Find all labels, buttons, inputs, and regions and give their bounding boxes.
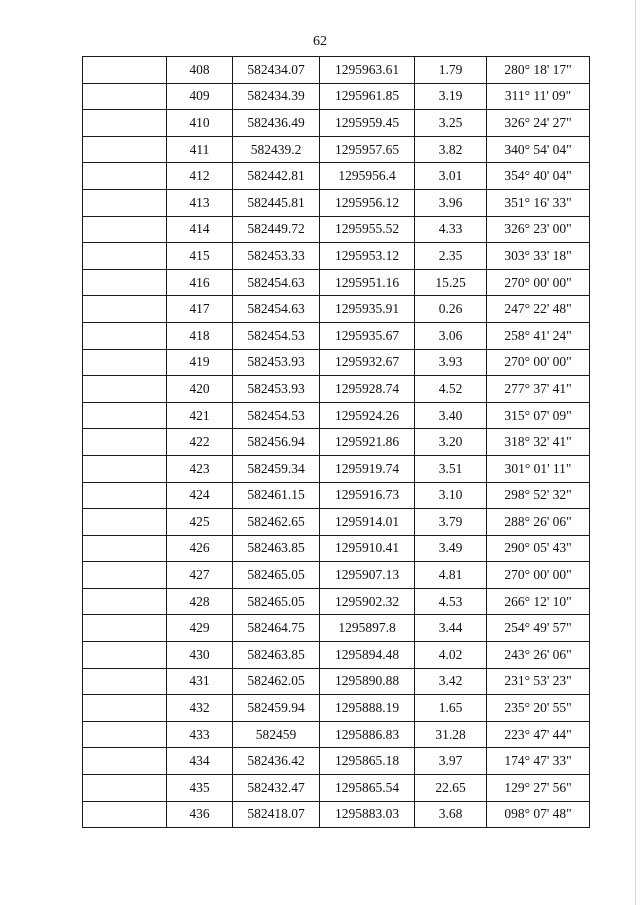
page-number: 62 [313, 34, 327, 49]
blank-cell [83, 721, 167, 748]
bearing-cell: 174° 47' 33" [487, 748, 590, 775]
point-number-cell: 433 [167, 721, 233, 748]
blank-cell [83, 482, 167, 509]
distance-cell: 4.81 [415, 562, 487, 589]
table-row [83, 296, 590, 323]
distance-cell: 4.53 [415, 588, 487, 615]
distance-cell: 3.96 [415, 189, 487, 216]
bearing-cell: 303° 33' 18" [487, 243, 590, 270]
bearing-cell: 326° 23' 00" [487, 216, 590, 243]
x-coordinate-cell: 582462.65 [233, 509, 320, 536]
blank-cell [83, 83, 167, 110]
coordinates-table-body [83, 57, 590, 828]
point-number-cell: 434 [167, 748, 233, 775]
y-coordinate-cell: 1295935.91 [320, 296, 415, 323]
point-number-cell: 430 [167, 642, 233, 669]
x-coordinate-cell: 582434.07 [233, 57, 320, 84]
blank-cell [83, 748, 167, 775]
y-coordinate-cell: 1295924.26 [320, 402, 415, 429]
bearing-cell: 266° 12' 10" [487, 588, 590, 615]
point-number-cell: 426 [167, 535, 233, 562]
bearing-cell: 290° 05' 43" [487, 535, 590, 562]
y-coordinate-cell: 1295886.83 [320, 721, 415, 748]
y-coordinate-cell: 1295910.41 [320, 535, 415, 562]
table-row [83, 482, 590, 509]
table-row [83, 83, 590, 110]
y-coordinate-cell: 1295916.73 [320, 482, 415, 509]
y-coordinate-cell: 1295907.13 [320, 562, 415, 589]
bearing-cell: 311° 11' 09" [487, 83, 590, 110]
bearing-cell: 301° 01' 11" [487, 455, 590, 482]
x-coordinate-cell: 582453.93 [233, 376, 320, 403]
point-number-cell: 425 [167, 509, 233, 536]
table-row [83, 455, 590, 482]
distance-cell: 2.35 [415, 243, 487, 270]
distance-cell: 3.25 [415, 110, 487, 137]
blank-cell [83, 642, 167, 669]
table-row [83, 588, 590, 615]
distance-cell: 3.51 [415, 455, 487, 482]
point-number-cell: 436 [167, 801, 233, 828]
x-coordinate-cell: 582453.93 [233, 349, 320, 376]
blank-cell [83, 801, 167, 828]
y-coordinate-cell: 1295957.65 [320, 136, 415, 163]
bearing-cell: 351° 16' 33" [487, 189, 590, 216]
x-coordinate-cell: 582436.42 [233, 748, 320, 775]
distance-cell: 3.49 [415, 535, 487, 562]
table-row [83, 376, 590, 403]
bearing-cell: 270° 00' 00" [487, 562, 590, 589]
x-coordinate-cell: 582454.53 [233, 322, 320, 349]
table-row [83, 243, 590, 270]
point-number-cell: 409 [167, 83, 233, 110]
x-coordinate-cell: 582436.49 [233, 110, 320, 137]
bearing-cell: 223° 47' 44" [487, 721, 590, 748]
x-coordinate-cell: 582463.85 [233, 535, 320, 562]
x-coordinate-cell: 582459 [233, 721, 320, 748]
y-coordinate-cell: 1295865.54 [320, 775, 415, 802]
point-number-cell: 412 [167, 163, 233, 190]
point-number-cell: 423 [167, 455, 233, 482]
table-row [83, 801, 590, 828]
point-number-cell: 414 [167, 216, 233, 243]
blank-cell [83, 376, 167, 403]
table-row [83, 429, 590, 456]
distance-cell: 4.52 [415, 376, 487, 403]
distance-cell: 0.26 [415, 296, 487, 323]
distance-cell: 3.10 [415, 482, 487, 509]
y-coordinate-cell: 1295902.32 [320, 588, 415, 615]
x-coordinate-cell: 582461.15 [233, 482, 320, 509]
y-coordinate-cell: 1295956.12 [320, 189, 415, 216]
y-coordinate-cell: 1295932.67 [320, 349, 415, 376]
coordinates-table [82, 56, 590, 828]
distance-cell: 3.01 [415, 163, 487, 190]
y-coordinate-cell: 1295928.74 [320, 376, 415, 403]
distance-cell: 3.42 [415, 668, 487, 695]
point-number-cell: 431 [167, 668, 233, 695]
bearing-cell: 288° 26' 06" [487, 509, 590, 536]
bearing-cell: 235° 20' 55" [487, 695, 590, 722]
point-number-cell: 424 [167, 482, 233, 509]
bearing-cell: 326° 24' 27" [487, 110, 590, 137]
bearing-cell: 098° 07' 48" [487, 801, 590, 828]
y-coordinate-cell: 1295890.88 [320, 668, 415, 695]
y-coordinate-cell: 1295951.16 [320, 269, 415, 296]
x-coordinate-cell: 582462.05 [233, 668, 320, 695]
x-coordinate-cell: 582465.05 [233, 588, 320, 615]
x-coordinate-cell: 582459.94 [233, 695, 320, 722]
y-coordinate-cell: 1295935.67 [320, 322, 415, 349]
table-row [83, 57, 590, 84]
y-coordinate-cell: 1295894.48 [320, 642, 415, 669]
blank-cell [83, 668, 167, 695]
distance-cell: 3.40 [415, 402, 487, 429]
point-number-cell: 410 [167, 110, 233, 137]
blank-cell [83, 296, 167, 323]
blank-cell [83, 562, 167, 589]
point-number-cell: 411 [167, 136, 233, 163]
table-row [83, 269, 590, 296]
point-number-cell: 416 [167, 269, 233, 296]
point-number-cell: 427 [167, 562, 233, 589]
x-coordinate-cell: 582434.39 [233, 83, 320, 110]
table-row [83, 136, 590, 163]
table-row [83, 535, 590, 562]
table-row [83, 748, 590, 775]
bearing-cell: 277° 37' 41" [487, 376, 590, 403]
point-number-cell: 435 [167, 775, 233, 802]
table-row [83, 189, 590, 216]
page-edge-line [635, 0, 636, 905]
x-coordinate-cell: 582465.05 [233, 562, 320, 589]
blank-cell [83, 695, 167, 722]
point-number-cell: 420 [167, 376, 233, 403]
blank-cell [83, 349, 167, 376]
x-coordinate-cell: 582449.72 [233, 216, 320, 243]
table-row [83, 509, 590, 536]
distance-cell: 4.02 [415, 642, 487, 669]
table-row [83, 562, 590, 589]
blank-cell [83, 216, 167, 243]
table-row [83, 349, 590, 376]
blank-cell [83, 322, 167, 349]
point-number-cell: 417 [167, 296, 233, 323]
table-row [83, 216, 590, 243]
blank-cell [83, 402, 167, 429]
bearing-cell: 247° 22' 48" [487, 296, 590, 323]
y-coordinate-cell: 1295888.19 [320, 695, 415, 722]
x-coordinate-cell: 582454.53 [233, 402, 320, 429]
point-number-cell: 413 [167, 189, 233, 216]
point-number-cell: 415 [167, 243, 233, 270]
point-number-cell: 422 [167, 429, 233, 456]
distance-cell: 3.06 [415, 322, 487, 349]
bearing-cell: 270° 00' 00" [487, 269, 590, 296]
table-row [83, 615, 590, 642]
y-coordinate-cell: 1295959.45 [320, 110, 415, 137]
table-row [83, 775, 590, 802]
distance-cell: 3.97 [415, 748, 487, 775]
bearing-cell: 254° 49' 57" [487, 615, 590, 642]
distance-cell: 3.68 [415, 801, 487, 828]
blank-cell [83, 429, 167, 456]
distance-cell: 15.25 [415, 269, 487, 296]
table-row [83, 721, 590, 748]
bearing-cell: 129° 27' 56" [487, 775, 590, 802]
bearing-cell: 315° 07' 09" [487, 402, 590, 429]
point-number-cell: 419 [167, 349, 233, 376]
y-coordinate-cell: 1295956.4 [320, 163, 415, 190]
blank-cell [83, 243, 167, 270]
blank-cell [83, 269, 167, 296]
blank-cell [83, 615, 167, 642]
table-row [83, 163, 590, 190]
bearing-cell: 298° 52' 32" [487, 482, 590, 509]
x-coordinate-cell: 582463.85 [233, 642, 320, 669]
blank-cell [83, 163, 167, 190]
x-coordinate-cell: 582445.81 [233, 189, 320, 216]
blank-cell [83, 775, 167, 802]
distance-cell: 1.65 [415, 695, 487, 722]
blank-cell [83, 455, 167, 482]
x-coordinate-cell: 582453.33 [233, 243, 320, 270]
x-coordinate-cell: 582418.07 [233, 801, 320, 828]
blank-cell [83, 509, 167, 536]
x-coordinate-cell: 582442.81 [233, 163, 320, 190]
y-coordinate-cell: 1295961.85 [320, 83, 415, 110]
x-coordinate-cell: 582454.63 [233, 296, 320, 323]
x-coordinate-cell: 582464.75 [233, 615, 320, 642]
blank-cell [83, 535, 167, 562]
point-number-cell: 428 [167, 588, 233, 615]
y-coordinate-cell: 1295897.8 [320, 615, 415, 642]
table-row [83, 695, 590, 722]
y-coordinate-cell: 1295963.61 [320, 57, 415, 84]
y-coordinate-cell: 1295914.01 [320, 509, 415, 536]
distance-cell: 3.82 [415, 136, 487, 163]
distance-cell: 22.65 [415, 775, 487, 802]
bearing-cell: 354° 40' 04" [487, 163, 590, 190]
y-coordinate-cell: 1295865.18 [320, 748, 415, 775]
distance-cell: 3.20 [415, 429, 487, 456]
blank-cell [83, 189, 167, 216]
y-coordinate-cell: 1295953.12 [320, 243, 415, 270]
y-coordinate-cell: 1295955.52 [320, 216, 415, 243]
x-coordinate-cell: 582459.34 [233, 455, 320, 482]
distance-cell: 4.33 [415, 216, 487, 243]
blank-cell [83, 57, 167, 84]
blank-cell [83, 110, 167, 137]
bearing-cell: 318° 32' 41" [487, 429, 590, 456]
x-coordinate-cell: 582456.94 [233, 429, 320, 456]
point-number-cell: 408 [167, 57, 233, 84]
distance-cell: 31.28 [415, 721, 487, 748]
x-coordinate-cell: 582432.47 [233, 775, 320, 802]
bearing-cell: 258° 41' 24" [487, 322, 590, 349]
table-row [83, 110, 590, 137]
bearing-cell: 231° 53' 23" [487, 668, 590, 695]
distance-cell: 3.19 [415, 83, 487, 110]
table-row [83, 322, 590, 349]
table-row [83, 642, 590, 669]
bearing-cell: 270° 00' 00" [487, 349, 590, 376]
blank-cell [83, 136, 167, 163]
distance-cell: 3.79 [415, 509, 487, 536]
x-coordinate-cell: 582439.2 [233, 136, 320, 163]
table-row [83, 668, 590, 695]
point-number-cell: 418 [167, 322, 233, 349]
blank-cell [83, 588, 167, 615]
bearing-cell: 243° 26' 06" [487, 642, 590, 669]
distance-cell: 3.93 [415, 349, 487, 376]
x-coordinate-cell: 582454.63 [233, 269, 320, 296]
point-number-cell: 432 [167, 695, 233, 722]
distance-cell: 1.79 [415, 57, 487, 84]
table-row [83, 402, 590, 429]
y-coordinate-cell: 1295921.86 [320, 429, 415, 456]
y-coordinate-cell: 1295919.74 [320, 455, 415, 482]
bearing-cell: 280° 18' 17" [487, 57, 590, 84]
bearing-cell: 340° 54' 04" [487, 136, 590, 163]
point-number-cell: 421 [167, 402, 233, 429]
distance-cell: 3.44 [415, 615, 487, 642]
y-coordinate-cell: 1295883.03 [320, 801, 415, 828]
point-number-cell: 429 [167, 615, 233, 642]
